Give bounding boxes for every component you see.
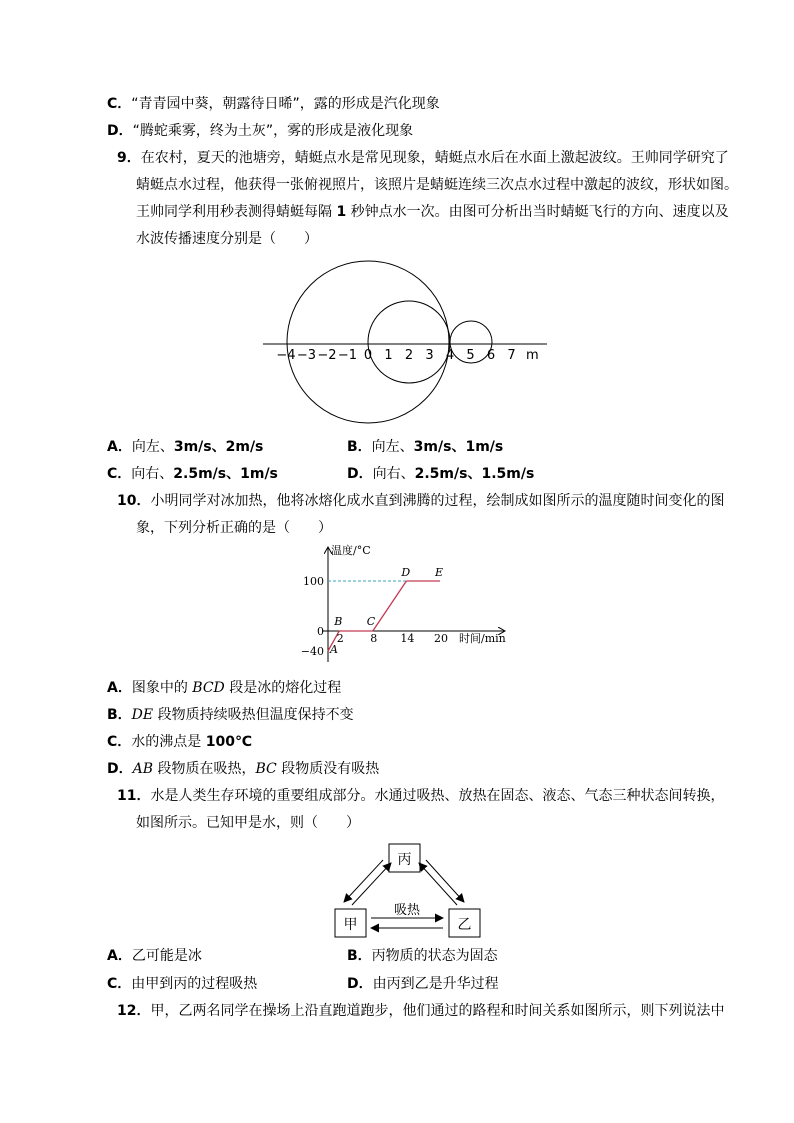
point-label: E	[435, 566, 444, 579]
q9-stem-line2: 蜻蜓点水过程，他获得一张俯视照片，该照片是蜻蜓连续三次点水过程中激起的波纹，形状如图。	[136, 177, 738, 193]
option-text: 由甲到丙的过程吸热	[131, 976, 258, 992]
q9-stem-line1	[117, 148, 729, 168]
axis-tick-label: 5	[466, 348, 475, 363]
option-text: 向右、	[131, 466, 174, 482]
axis-tick-label: −3	[296, 348, 317, 363]
axis-tick-label: 6	[486, 348, 496, 363]
q11-option-b	[347, 946, 498, 966]
option-letter: B．	[347, 439, 372, 455]
option-text: 水的沸点是	[131, 734, 206, 750]
q10-stem-line2: 象，下列分析正确的是（ ）	[136, 520, 332, 536]
stem-text: 水是人类生存环境的重要组成部分。水通过吸热、放热在固态、液态、气态三种状态间转换，	[150, 788, 725, 804]
option-value: 100℃	[205, 734, 252, 750]
option-letter: C．	[107, 734, 132, 750]
option-letter: A．	[107, 680, 132, 696]
option-text: 由丙到乙是升华过程	[372, 976, 499, 992]
option-text: 乙可能是冰	[131, 948, 202, 964]
option-value: 3m/s、1m/s	[413, 439, 504, 455]
option-letter: A．	[107, 948, 132, 964]
x-tick-label: 14	[400, 632, 415, 645]
axis-tick-label: −1	[337, 348, 358, 363]
point-label: A	[330, 643, 338, 656]
x-tick-label: 8	[370, 632, 378, 645]
option-text: “青青园中葵，朝露待日晞”，露的形成是汽化现象	[131, 96, 440, 112]
option-text: 段物质持续吸热但温度保持不变	[153, 707, 354, 723]
y-tick-label: 0	[317, 625, 324, 638]
axis-tick-label: 2	[404, 348, 414, 363]
option-value: 2.5m/s、1.5m/s	[414, 466, 535, 482]
stem-text: 秒钟点水一次。由图可分析出当时蜻蜓飞行的方向、速度以及	[346, 204, 729, 220]
axis-tick-label: −2	[317, 348, 337, 363]
option-value: 3m/s、2m/s	[173, 439, 264, 455]
option-italic: BCD	[192, 680, 225, 696]
box-left-label: 甲	[343, 917, 358, 933]
arrow-top-to-right	[426, 860, 464, 902]
axis-tick-label: −4	[276, 348, 296, 363]
question-number: 12．	[117, 1003, 151, 1019]
q9-option-b	[347, 437, 503, 457]
point-label: D	[401, 566, 411, 579]
state-change-diagram	[325, 838, 485, 942]
stem-number: 1	[336, 204, 347, 220]
point-label: B	[334, 615, 343, 628]
y-tick-label: 100	[303, 575, 324, 588]
series-segment	[373, 581, 407, 631]
ripple-medium	[368, 301, 450, 383]
option-text: 丙物质的状态为固态	[371, 948, 498, 964]
temperature-graph	[298, 540, 518, 668]
question-number: 9．	[117, 150, 141, 166]
option-letter: B．	[107, 707, 132, 723]
q10-option-c	[107, 732, 252, 752]
box-top-label: 丙	[397, 852, 412, 868]
x-tick-label: 20	[434, 632, 448, 645]
axis-tick-label: 7	[507, 348, 516, 363]
option-letter: B．	[347, 948, 372, 964]
x-tick-label: 2	[336, 632, 344, 645]
option-letter: D．	[107, 123, 133, 139]
option-letter: D．	[347, 976, 373, 992]
box-right-label: 乙	[457, 917, 472, 933]
q9-stem-line3	[136, 202, 729, 222]
option-text: 段物质在吸热，	[153, 761, 256, 777]
arrow-left-to-top	[352, 863, 391, 905]
y-tick-label: −40	[300, 645, 324, 658]
q10-option-a	[107, 678, 341, 698]
ripple-figure	[255, 255, 555, 427]
q11-option-c	[107, 974, 257, 994]
option-italic: AB	[132, 761, 154, 777]
stem-text: 在农村，夏天的池塘旁，蜻蜓点水是常见现象，蜻蜓点水后在水面上激起波纹。王帅同学研究了	[140, 150, 729, 166]
point-label: C	[366, 615, 376, 628]
q12-stem-line1	[117, 1001, 724, 1021]
arrow-top-to-left	[344, 860, 383, 902]
q10-stem-line1	[117, 491, 724, 511]
option-italic: BC	[255, 761, 277, 777]
option-letter: A．	[107, 439, 132, 455]
option-text: 向右、	[372, 466, 415, 482]
axis-tick-label: 3	[425, 348, 434, 363]
q9-option-d	[347, 464, 534, 484]
q9-stem-line4: 水波传播速度分别是（ ）	[136, 231, 318, 247]
option-letter: D．	[107, 761, 133, 777]
arrow-label: 吸热	[393, 903, 421, 918]
option-letter: C．	[107, 976, 132, 992]
q9-option-a	[107, 437, 263, 457]
q10-option-d	[107, 759, 379, 779]
q11-option-d	[347, 974, 499, 994]
q10-option-b	[107, 705, 354, 725]
axis-unit: m	[526, 348, 539, 363]
option-italic: DE	[131, 707, 154, 723]
option-letter: C．	[107, 96, 132, 112]
axis-tick-label: 4	[445, 348, 455, 363]
stem-text: 小明同学对冰加热，他将冰熔化成水直到沸腾的过程，绘制成如图所示的温度随时间变化的图	[150, 493, 725, 509]
arrow-right-to-top	[419, 863, 457, 905]
q8-option-c	[107, 94, 440, 114]
y-axis-label: 温度/°C	[331, 544, 371, 557]
option-letter: D．	[347, 466, 373, 482]
option-value: 2.5m/s、1m/s	[173, 466, 278, 482]
option-text: 向左、	[371, 439, 414, 455]
option-text: 向左、	[131, 439, 174, 455]
stem-text: 甲，乙两名同学在操场上沿直跑道跑步，他们通过的路程和时间关系如图所示，则下列说法中	[150, 1003, 725, 1019]
stem-text: 王帅同学利用秒表测得蜻蜓每隔	[136, 204, 337, 220]
option-text: 图象中的	[131, 680, 193, 696]
option-letter: C．	[107, 466, 132, 482]
axis-tick-label: 1	[384, 348, 393, 363]
option-text: 段物质没有吸热	[276, 761, 380, 777]
q11-stem-line2: 如图所示。已知甲是水，则（ ）	[136, 815, 360, 831]
q8-option-d	[107, 121, 413, 141]
axis-tick-label: 0	[363, 348, 373, 363]
question-number: 11．	[117, 788, 151, 804]
option-text: 段是冰的熔化过程	[224, 680, 342, 696]
q11-stem-line1	[117, 786, 724, 806]
question-number: 10．	[117, 493, 151, 509]
q11-option-a	[107, 946, 202, 966]
option-text: “腾蛇乘雾，终为土灰”，雾的形成是液化现象	[132, 123, 414, 139]
x-axis-label: 时间/min	[459, 632, 506, 645]
q9-option-c	[107, 464, 278, 484]
